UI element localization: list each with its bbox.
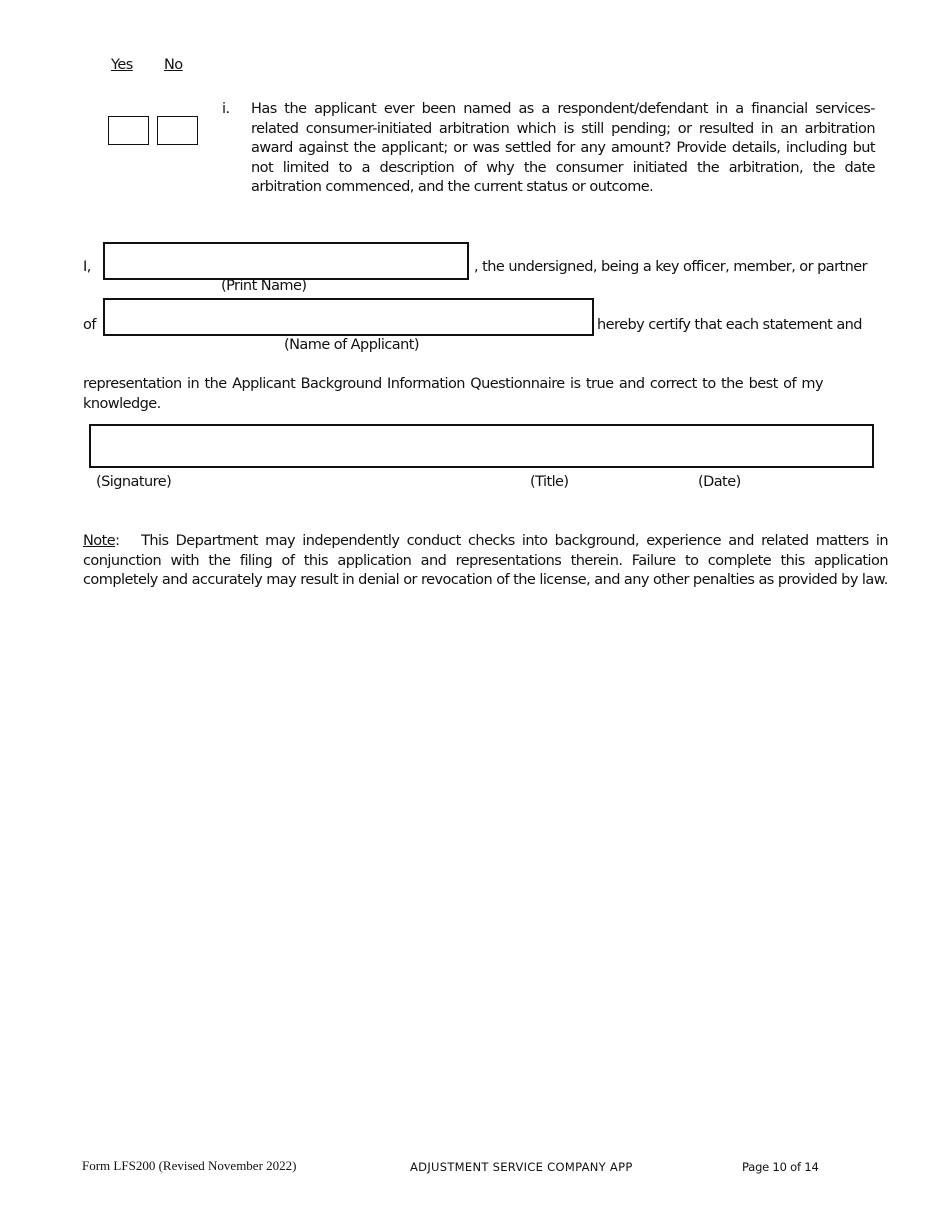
no-checkbox[interactable] (157, 116, 198, 145)
footer-title: ADJUSTMENT SERVICE COMPANY APP (410, 1160, 633, 1174)
signature-title-date-field[interactable] (89, 424, 874, 468)
certify-prefix-of: of (83, 317, 96, 333)
title-caption: (Title) (530, 474, 569, 490)
note-text: This Department may independently conduct checks into background, experience and related matters in conjunction with the filing of this application and representations therein. Failure to complete this application completely and accurately may result in denial or revocation of the license, and any other penalties as provided by law. (83, 533, 888, 588)
print-name-caption: (Print Name) (221, 278, 307, 294)
footer-form-id: Form LFS200 (Revised November 2022) (82, 1158, 297, 1173)
applicant-name-field[interactable] (103, 298, 594, 336)
question-text: Has the applicant ever been named as a respondent/defendant in a financial services-related consumer-initiated arbitration which is still pending; or resulted in an arbitration award against the applicant; or was settled for any amount? Provide details, including but not limited to a description of why the consumer initiated the arbitration, the date arbitration commenced, and the current status or outcome. (251, 101, 875, 195)
yes-checkbox[interactable] (108, 116, 149, 145)
signature-caption: (Signature) (96, 474, 172, 490)
certification-statement: representation in the Applicant Background Information Questionnaire is true and correct to the best of my knowledge. (83, 376, 823, 412)
note-colon: : (115, 533, 120, 549)
note-label: Note (83, 533, 116, 549)
no-column-label: No (164, 57, 183, 73)
certify-prefix-i: I, (83, 259, 91, 275)
certify-after-applicant: hereby certify that each statement and (597, 317, 862, 333)
yes-column-label: Yes (111, 57, 133, 73)
question-number: i. (222, 101, 230, 117)
note-paragraph (83, 532, 888, 591)
applicant-name-caption: (Name of Applicant) (284, 337, 419, 353)
date-caption: (Date) (698, 474, 741, 490)
certify-after-name: , the undersigned, being a key officer, member, or partner (474, 259, 868, 275)
print-name-field[interactable] (103, 242, 469, 280)
footer-page-number: Page 10 of 14 (742, 1160, 819, 1174)
